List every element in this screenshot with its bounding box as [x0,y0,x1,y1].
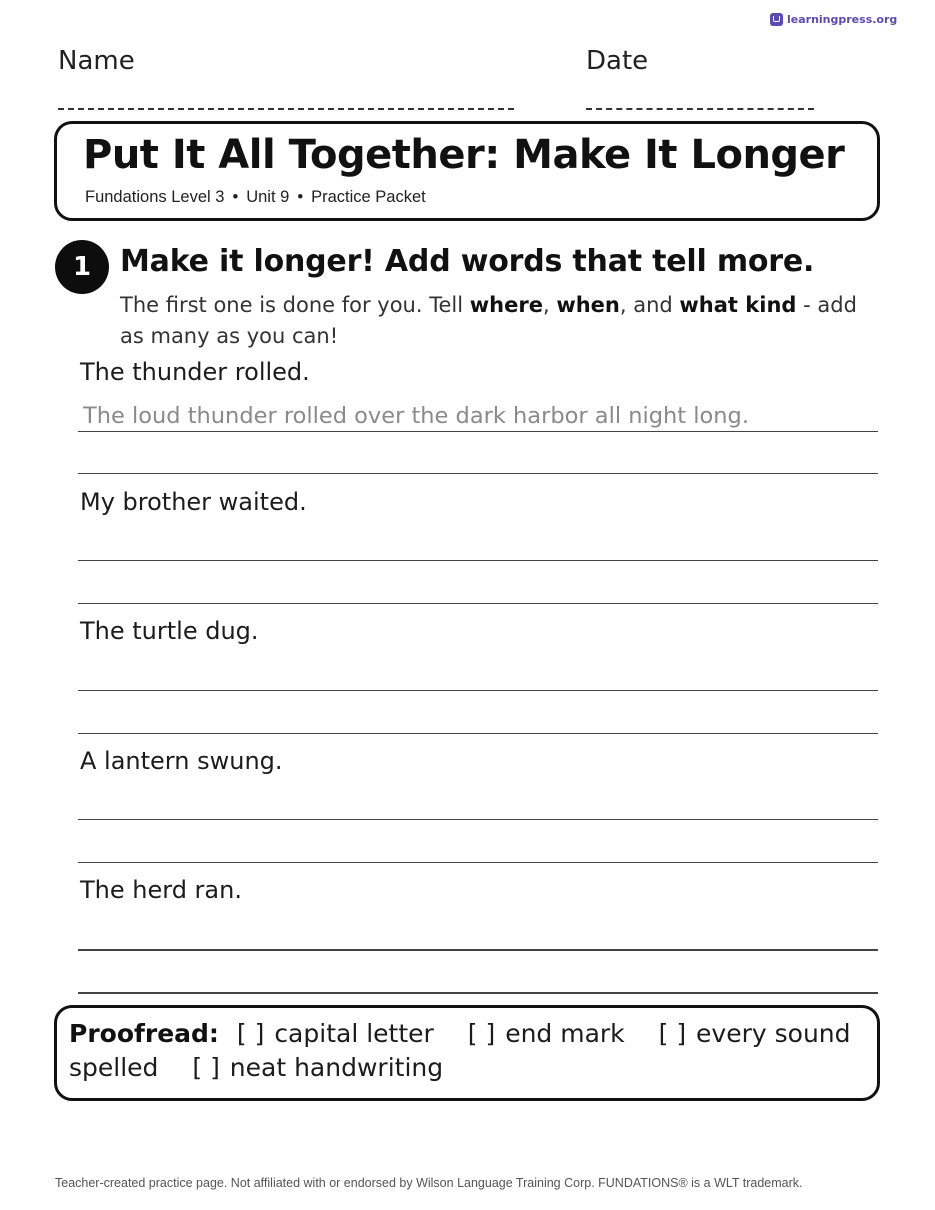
page-subtitle [85,188,426,207]
answer-line-3a[interactable] [78,690,878,691]
answer-line-3b[interactable] [78,733,878,734]
date-write-line[interactable] [586,108,814,110]
checkbox[interactable]: [ ] [192,1053,220,1082]
brand-logo [770,13,897,26]
footer-disclaimer: Teacher-created practice page. Not affiliated with or endorsed by Wilson Language Training Corp. FUNDATIONS® is a WLT trademark. [55,1176,803,1190]
checklist-item-end-mark[interactable]: [ ] end mark [467,1019,625,1048]
question-heading: Make it longer! Add words that tell more. [120,244,815,279]
learningpress-logo-icon [770,13,783,26]
answer-line-5a[interactable] [78,949,878,951]
checkbox[interactable]: [ ] [658,1019,687,1048]
question-number-badge: 1 [55,240,109,294]
answer-line-1a[interactable] [78,431,878,432]
prompt-sentence-5: The herd ran. [80,876,242,904]
subtitle-unit: Unit 9 [246,188,290,206]
proofread-label: Proofread: [69,1019,219,1048]
prompt-sentence-1: The thunder rolled. [80,358,310,386]
brand-text: learningpress.org [787,13,898,26]
title-box [54,121,880,221]
answer-line-4a[interactable] [78,819,878,820]
subtitle-separator: • [232,188,239,206]
prompt-sentence-3: The turtle dug. [80,617,259,645]
answer-line-1b[interactable] [78,473,878,474]
checklist-item-capital-letter[interactable]: [ ] capital letter [236,1019,434,1048]
checkbox[interactable]: [ ] [467,1019,496,1048]
prompt-sentence-2: My brother waited. [80,488,307,516]
prompt-sentence-4: A lantern swung. [80,747,283,775]
name-label: Name [58,46,135,76]
subtitle-level: Fundations Level 3 [85,188,225,206]
answer-line-2b[interactable] [78,603,878,604]
page-title: Put It All Together: Make It Longer [83,132,845,178]
date-label: Date [586,46,649,76]
name-write-line[interactable] [58,108,514,110]
keyword-when: when [556,293,620,317]
answer-line-2a[interactable] [78,560,878,561]
checklist-item-every-sound-spelled[interactable]: [ ] every sound spelled [69,1019,851,1082]
example-answer: The loud thunder rolled over the dark harbor all night long. [83,403,749,429]
checklist-item-neat-handwriting[interactable]: [ ] neat handwriting [192,1053,444,1082]
answer-line-5b[interactable] [78,992,878,994]
keyword-what-kind: what kind [679,293,797,317]
subtitle-separator: • [297,188,304,206]
checkbox[interactable]: [ ] [236,1019,265,1048]
answer-line-4b[interactable] [78,862,878,863]
subtitle-packet: Practice Packet [311,188,426,206]
proofread-checklist [54,1005,880,1101]
keyword-where: where [469,293,543,317]
question-instruction: The first one is done for you. Tell where, when, and what kind - add as many as you can! [120,293,857,348]
